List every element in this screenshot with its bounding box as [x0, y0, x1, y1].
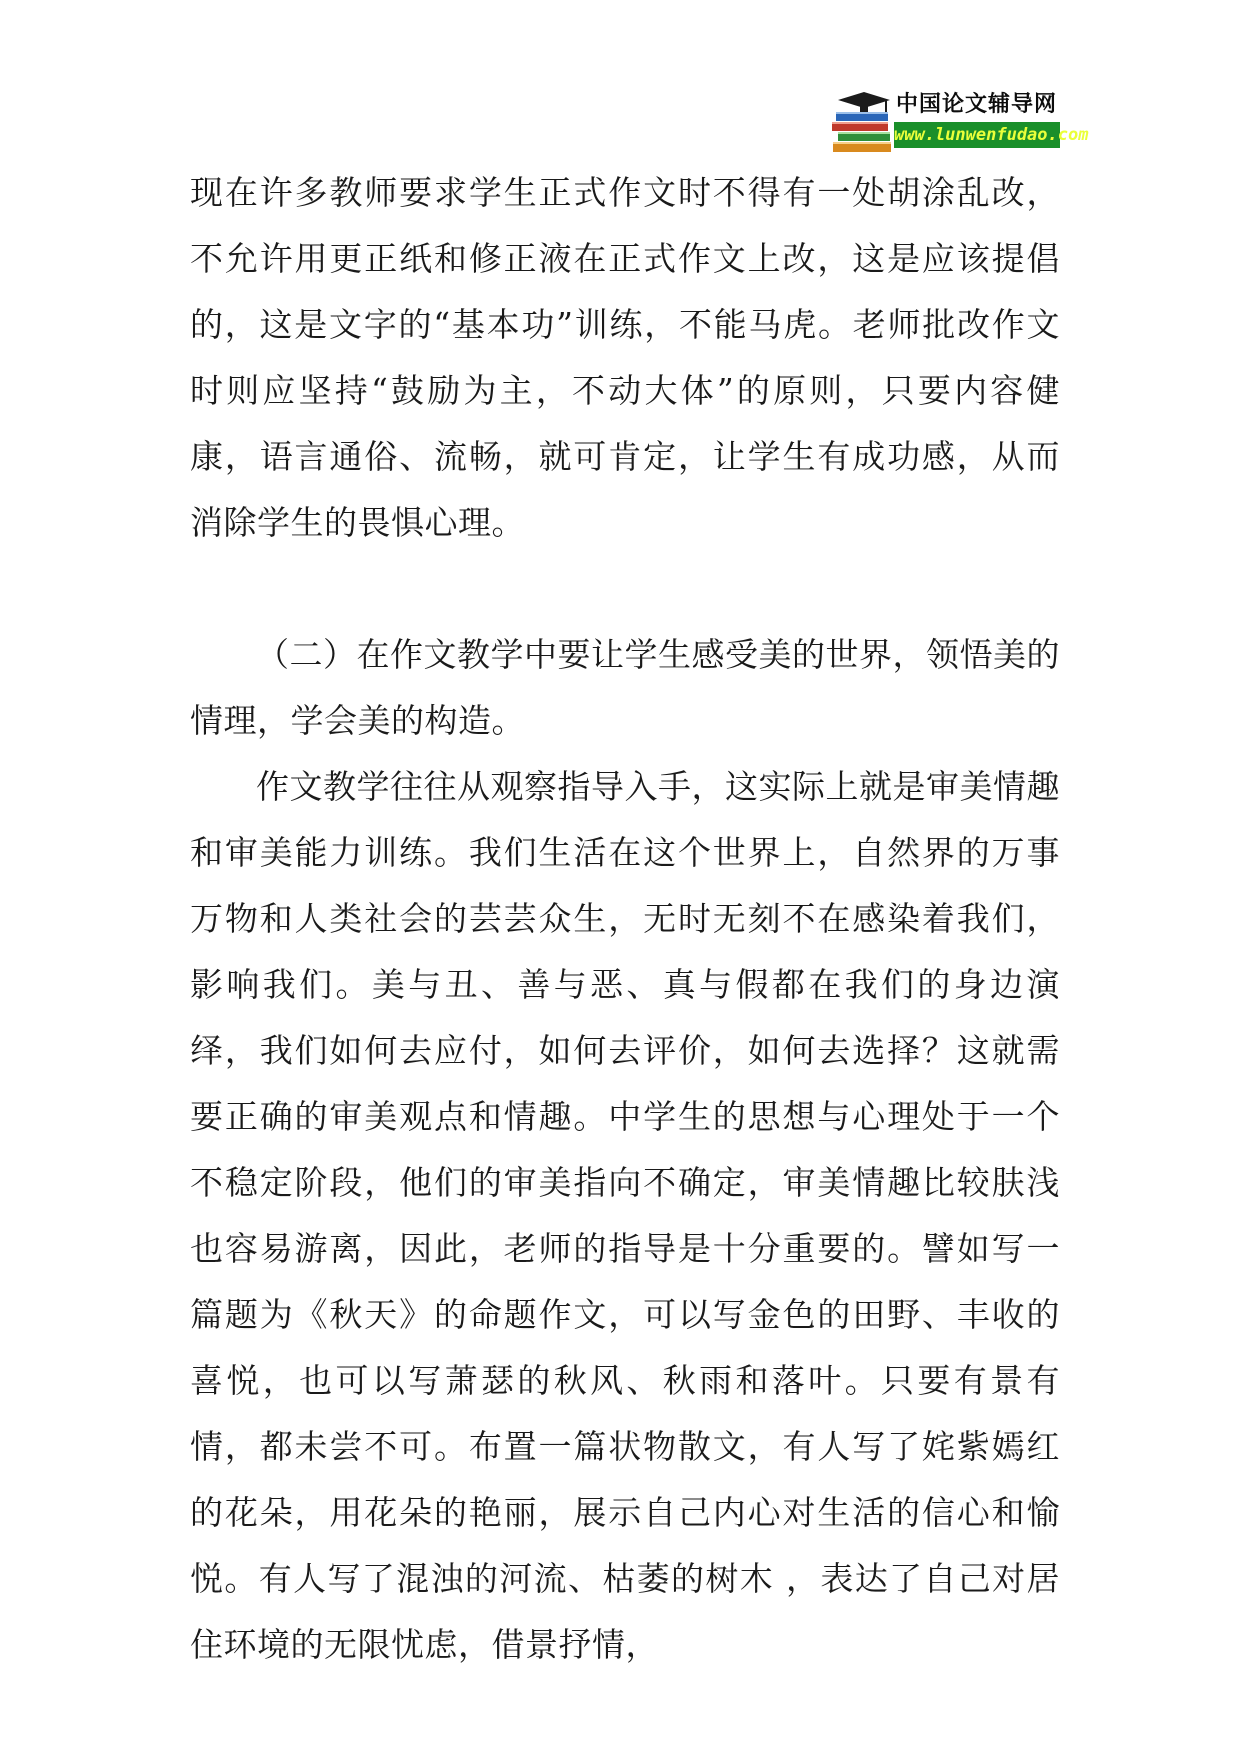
document-body	[190, 160, 1060, 1678]
paragraph-spacer	[190, 556, 1060, 622]
section-heading-2: （二）在作文教学中要让学生感受美的世界，领悟美的情理，学会美的构造。	[190, 635, 1060, 740]
paragraph-correction: 现在许多教师要求学生正式作文时不得有一处胡涂乱改，不允许用更正纸和修正液在正式作文上改，这是应该提倡的，这是文字的“基本功”训练，不能马虎。老师批改作文时则应坚持“鼓励为主，不动大体”的原则，只要内容健康，语言通俗、流畅，就可肯定，让学生有成功感，从而消除学生的畏惧心理。	[190, 173, 1060, 542]
logo-url: www.lunwenfudao.com	[894, 122, 1060, 148]
paragraph-observation: 作文教学往往从观察指导入手，这实际上就是审美情趣和审美能力训练。我们生活在这个世界上，自然界的万事万物和人类社会的芸芸众生，无时无刻不在感染着我们，影响我们。美与丑、善与恶、真与假都在我们的身边演绎，我们如何去应付，如何去评价，如何去选择？这就需要正确的审美观点和情趣。中学生的思想与心理处于一个不稳定阶段，他们的审美指向不确定，审美情趣比较肤浅也容易游离，因此，老师的指导是十分重要的。譬如写一篇题为《秋天》的命题作文，可以写金色的田野、丰收的喜悦，也可以写萧瑟的秋风、秋雨和落叶。只要有景有情，都未尝不可。布置一篇状物散文，有人写了姹紫嫣红的花朵，用花朵的艳丽，展示自己内心对生活的信心和愉悦。有人写了混浊的河流、枯萎的树木 ，表达了自己对居住环境的无限忧虑，借景抒情，	[190, 767, 1060, 1664]
books-graduation-cap-icon	[830, 90, 896, 154]
site-logo	[830, 90, 1089, 154]
logo-title: 中国论文辅导网	[896, 92, 1058, 117]
